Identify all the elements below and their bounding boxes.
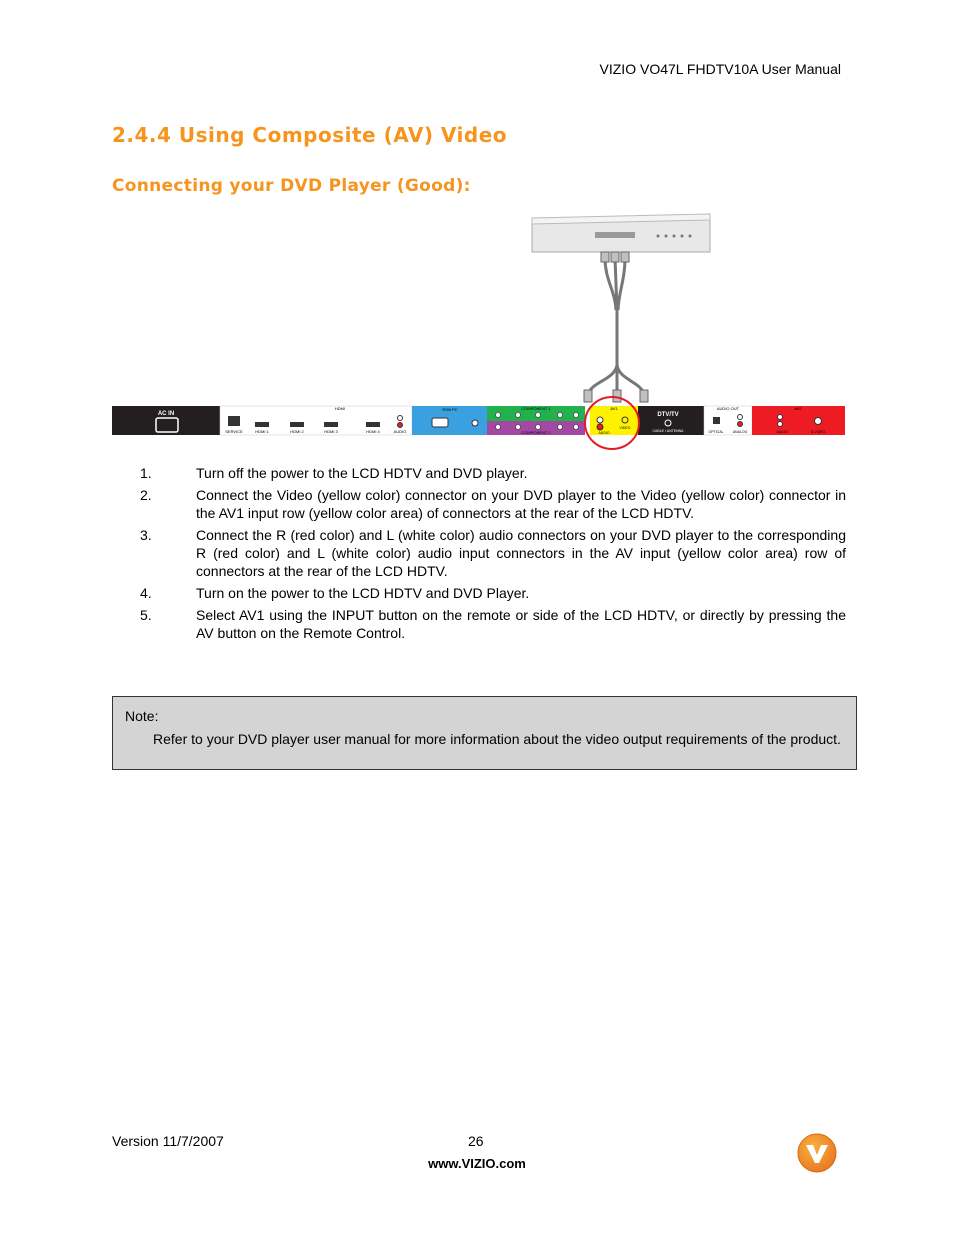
av2-audio-label: AUDIO (776, 430, 788, 434)
step-number: 2. (140, 487, 152, 503)
hdmi3-label: HDMI 3 (324, 429, 338, 434)
component2-label: COMPONENT 2 (521, 430, 551, 435)
rear-panel (112, 406, 845, 435)
note-text: Refer to your DVD player user manual for more information about the video output requirements of the product. (153, 731, 841, 747)
ac-in-label: AC IN (157, 411, 175, 417)
step-number: 4. (140, 585, 152, 601)
step-text: Connect the R (red color) and L (white color) audio connectors on your DVD player to the corresponding R (red color) and L (white color) audio input connectors in the AV input (yellow color area) row of connectors at the rear of the LCD HDTV. (196, 527, 846, 579)
cable-antenna-label: CABLE / ANTENNA (652, 429, 684, 433)
step-item (140, 526, 846, 580)
footer-url: www.VIZIO.com (428, 1156, 526, 1171)
step-item (140, 486, 846, 522)
dtv-tv-label: DTV/TV (657, 412, 679, 418)
service-label: SERVICE (225, 429, 243, 434)
av1-label: AV1 (610, 406, 618, 411)
hdmi2-label: HDMI 2 (290, 429, 304, 434)
dvd-player-image (532, 214, 710, 252)
analog-label: ANALOG (732, 430, 748, 434)
s-video-label: S-VIDEO (810, 430, 826, 434)
step-item (140, 464, 846, 482)
note-box (112, 696, 857, 770)
hdmi4-label: HDMI 4 (366, 429, 380, 434)
vizio-logo-icon (797, 1133, 837, 1173)
step-number: 3. (140, 527, 152, 543)
step-text: Turn off the power to the LCD HDTV and DVD player. (196, 465, 528, 481)
step-text: Connect the Video (yellow color) connector on your DVD player to the Video (yellow color) connector in the AV1 input row (yellow color area) of connectors at the rear of the LCD HDTV. (196, 487, 846, 521)
step-text: Turn on the power to the LCD HDTV and DVD Player. (196, 585, 530, 601)
page-number: 26 (468, 1133, 484, 1149)
step-text: Select AV1 using the INPUT button on the remote or side of the LCD HDTV, or directly by pressing the AV button on the Remote Control. (196, 607, 846, 641)
av1-video-label: VIDEO (619, 426, 631, 430)
av1-audio-label: AUDIO (598, 431, 610, 435)
composite-cable (588, 258, 644, 395)
rgb-pc-label: RGB PC (442, 407, 458, 412)
step-number: 5. (140, 607, 152, 623)
hdmi-audio-label: AUDIO (393, 429, 407, 434)
connection-diagram (110, 210, 850, 455)
optical-label: OPTICAL (708, 430, 724, 434)
av2-label: AV2 (794, 406, 802, 411)
step-item (140, 606, 846, 642)
manual-title: VIZIO VO47L FHDTV10A User Manual (599, 61, 841, 77)
footer-version: Version 11/7/2007 (112, 1133, 224, 1149)
component1-label: COMPONENT 1 (521, 406, 551, 411)
audio-out-label: AUDIO OUT (716, 406, 740, 411)
note-label: Note: (125, 708, 159, 724)
hdmi1-label: HDMI 1 (255, 429, 269, 434)
hdmi-group-label: HDMI (334, 406, 346, 411)
step-number: 1. (140, 465, 152, 481)
instruction-steps (140, 464, 846, 646)
step-item (140, 584, 846, 602)
sub-heading: Connecting your DVD Player (Good): (112, 176, 471, 196)
section-heading: 2.4.4 Using Composite (AV) Video (112, 123, 508, 147)
